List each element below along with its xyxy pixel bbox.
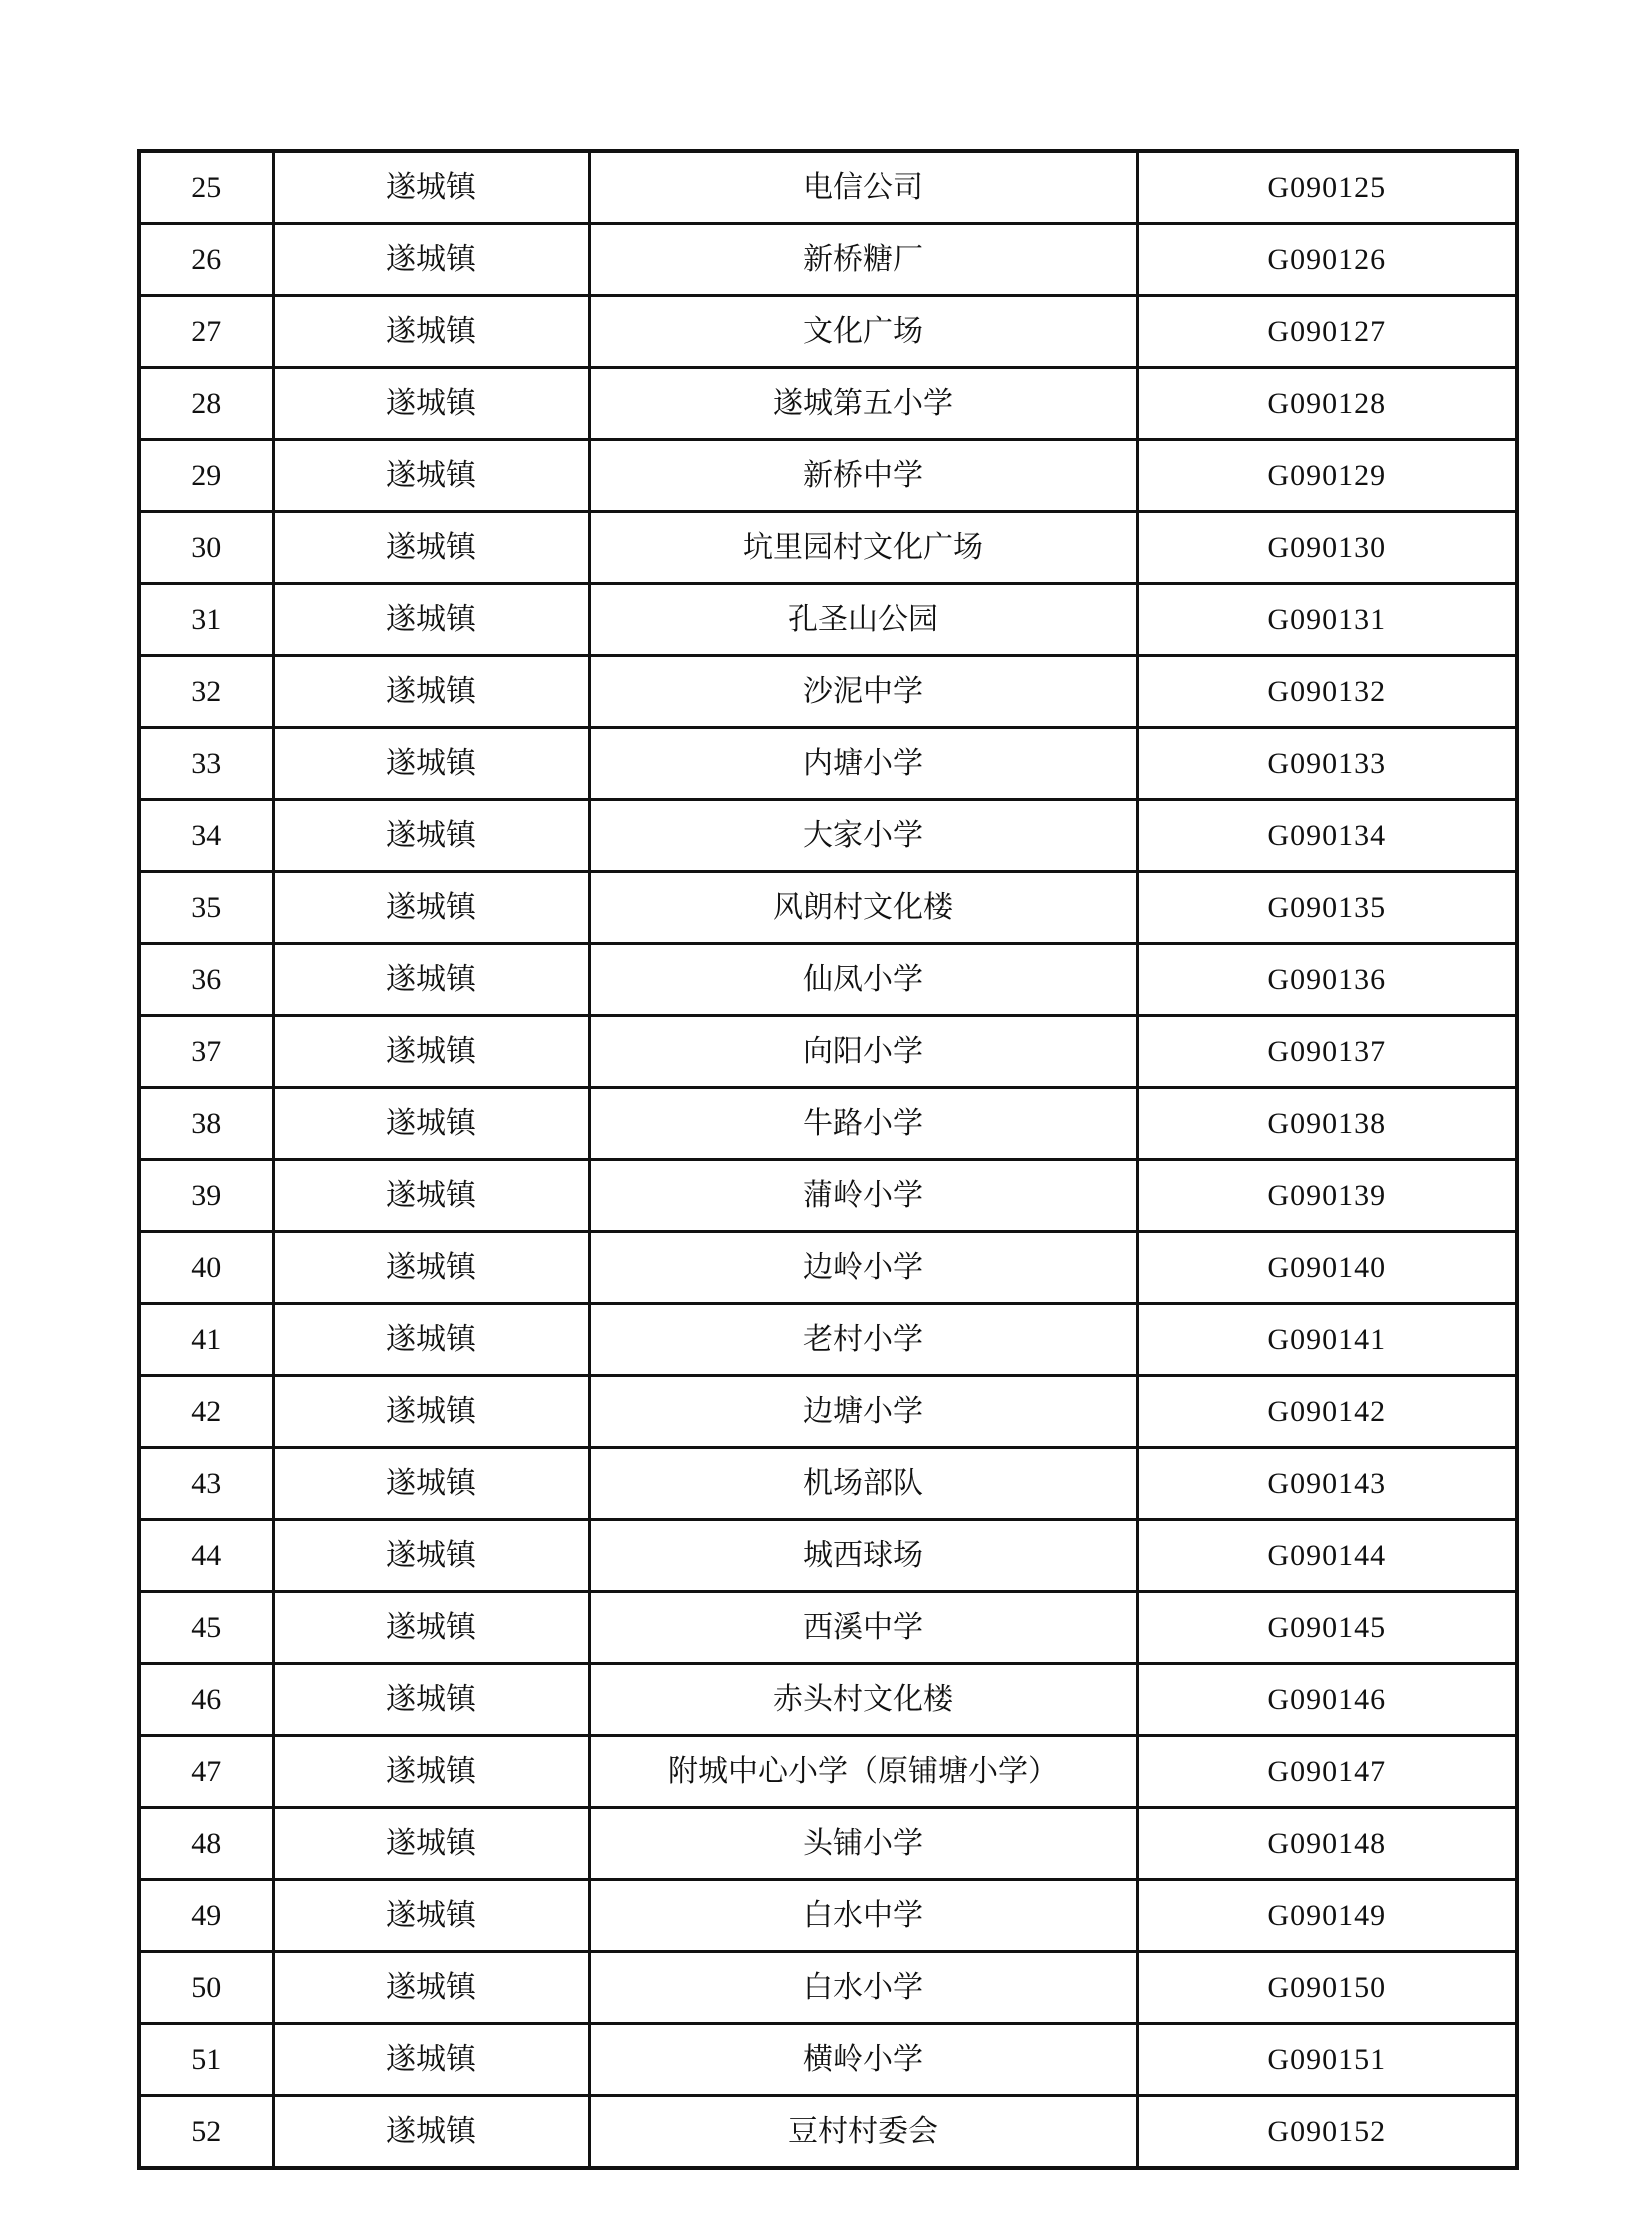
site-name-cell: 牛路小学 [589,1088,1137,1160]
row-number: 37 [139,1016,273,1088]
row-number: 33 [139,728,273,800]
town-cell: 遂城镇 [273,1520,589,1592]
town-cell: 遂城镇 [273,1016,589,1088]
site-code-cell: G090139 [1137,1160,1517,1232]
site-name-cell: 赤头村文化楼 [589,1664,1137,1736]
site-name-cell: 新桥糖厂 [589,224,1137,296]
table-row [139,1160,1517,1232]
site-name-cell: 电信公司 [589,151,1137,224]
town-cell: 遂城镇 [273,151,589,224]
table-row [139,512,1517,584]
row-number: 42 [139,1376,273,1448]
site-code-cell: G090142 [1137,1376,1517,1448]
row-number: 40 [139,1232,273,1304]
town-cell: 遂城镇 [273,1736,589,1808]
town-cell: 遂城镇 [273,224,589,296]
row-number: 39 [139,1160,273,1232]
town-cell: 遂城镇 [273,2024,589,2096]
site-name-cell: 机场部队 [589,1448,1137,1520]
row-number: 44 [139,1520,273,1592]
site-name-cell: 坑里园村文化广场 [589,512,1137,584]
table-row [139,584,1517,656]
row-number: 34 [139,800,273,872]
row-number: 48 [139,1808,273,1880]
table-row [139,1376,1517,1448]
row-number: 45 [139,1592,273,1664]
site-name-cell: 孔圣山公园 [589,584,1137,656]
town-cell: 遂城镇 [273,2096,589,2169]
site-code-cell: G090151 [1137,2024,1517,2096]
table-row [139,151,1517,224]
site-code-cell: G090138 [1137,1088,1517,1160]
site-code-cell: G090152 [1137,2096,1517,2169]
table-row [139,224,1517,296]
site-name-cell: 蒲岭小学 [589,1160,1137,1232]
row-number: 36 [139,944,273,1016]
site-name-cell: 新桥中学 [589,440,1137,512]
table-row [139,1304,1517,1376]
town-cell: 遂城镇 [273,944,589,1016]
site-code-cell: G090146 [1137,1664,1517,1736]
site-code-cell: G090150 [1137,1952,1517,2024]
site-code-cell: G090144 [1137,1520,1517,1592]
site-table-body [139,151,1517,2168]
table-row [139,1952,1517,2024]
town-cell: 遂城镇 [273,584,589,656]
town-cell: 遂城镇 [273,1160,589,1232]
site-name-cell: 边塘小学 [589,1376,1137,1448]
row-number: 49 [139,1880,273,1952]
site-code-cell: G090131 [1137,584,1517,656]
site-name-cell: 西溪中学 [589,1592,1137,1664]
site-table [137,149,1519,2170]
town-cell: 遂城镇 [273,800,589,872]
row-number: 52 [139,2096,273,2169]
town-cell: 遂城镇 [273,512,589,584]
site-code-cell: G090137 [1137,1016,1517,1088]
site-name-cell: 头铺小学 [589,1808,1137,1880]
site-code-cell: G090135 [1137,872,1517,944]
row-number: 41 [139,1304,273,1376]
site-name-cell: 边岭小学 [589,1232,1137,1304]
town-cell: 遂城镇 [273,1088,589,1160]
row-number: 32 [139,656,273,728]
table-row [139,1088,1517,1160]
row-number: 30 [139,512,273,584]
table-row [139,1592,1517,1664]
town-cell: 遂城镇 [273,872,589,944]
town-cell: 遂城镇 [273,440,589,512]
site-code-cell: G090147 [1137,1736,1517,1808]
table-row [139,1016,1517,1088]
town-cell: 遂城镇 [273,1664,589,1736]
table-row [139,1520,1517,1592]
town-cell: 遂城镇 [273,728,589,800]
site-code-cell: G090130 [1137,512,1517,584]
site-name-cell: 沙泥中学 [589,656,1137,728]
row-number: 51 [139,2024,273,2096]
site-code-cell: G090129 [1137,440,1517,512]
row-number: 35 [139,872,273,944]
table-row [139,1880,1517,1952]
site-name-cell: 遂城第五小学 [589,368,1137,440]
row-number: 31 [139,584,273,656]
table-row [139,2024,1517,2096]
town-cell: 遂城镇 [273,1880,589,1952]
table-row [139,1448,1517,1520]
table-row [139,1736,1517,1808]
row-number: 43 [139,1448,273,1520]
table-row [139,2096,1517,2169]
site-code-cell: G090148 [1137,1808,1517,1880]
site-name-cell: 向阳小学 [589,1016,1137,1088]
site-code-cell: G090127 [1137,296,1517,368]
site-code-cell: G090141 [1137,1304,1517,1376]
site-name-cell: 仙凤小学 [589,944,1137,1016]
town-cell: 遂城镇 [273,296,589,368]
site-name-cell: 豆村村委会 [589,2096,1137,2169]
site-name-cell: 城西球场 [589,1520,1137,1592]
site-name-cell: 大家小学 [589,800,1137,872]
town-cell: 遂城镇 [273,368,589,440]
town-cell: 遂城镇 [273,1592,589,1664]
row-number: 29 [139,440,273,512]
row-number: 28 [139,368,273,440]
site-code-cell: G090126 [1137,224,1517,296]
site-name-cell: 白水小学 [589,1952,1137,2024]
town-cell: 遂城镇 [273,656,589,728]
site-code-cell: G090149 [1137,1880,1517,1952]
site-code-cell: G090140 [1137,1232,1517,1304]
town-cell: 遂城镇 [273,1808,589,1880]
table-row [139,296,1517,368]
table-row [139,872,1517,944]
site-name-cell: 内塘小学 [589,728,1137,800]
site-name-cell: 横岭小学 [589,2024,1137,2096]
row-number: 50 [139,1952,273,2024]
row-number: 38 [139,1088,273,1160]
site-name-cell: 白水中学 [589,1880,1137,1952]
site-code-cell: G090125 [1137,151,1517,224]
site-code-cell: G090145 [1137,1592,1517,1664]
town-cell: 遂城镇 [273,1232,589,1304]
table-row [139,440,1517,512]
site-code-cell: G090133 [1137,728,1517,800]
table-row [139,728,1517,800]
site-name-cell: 风朗村文化楼 [589,872,1137,944]
table-row [139,656,1517,728]
town-cell: 遂城镇 [273,1304,589,1376]
site-code-cell: G090134 [1137,800,1517,872]
table-row [139,944,1517,1016]
site-code-cell: G090136 [1137,944,1517,1016]
site-code-cell: G090143 [1137,1448,1517,1520]
row-number: 47 [139,1736,273,1808]
table-row [139,1664,1517,1736]
row-number: 27 [139,296,273,368]
town-cell: 遂城镇 [273,1448,589,1520]
table-row [139,1808,1517,1880]
table-row [139,800,1517,872]
table-row [139,1232,1517,1304]
site-code-cell: G090132 [1137,656,1517,728]
town-cell: 遂城镇 [273,1952,589,2024]
town-cell: 遂城镇 [273,1376,589,1448]
row-number: 25 [139,151,273,224]
site-name-cell: 老村小学 [589,1304,1137,1376]
site-name-cell: 附城中心小学（原铺塘小学） [589,1736,1137,1808]
table-row [139,368,1517,440]
site-name-cell: 文化广场 [589,296,1137,368]
row-number: 26 [139,224,273,296]
row-number: 46 [139,1664,273,1736]
site-code-cell: G090128 [1137,368,1517,440]
